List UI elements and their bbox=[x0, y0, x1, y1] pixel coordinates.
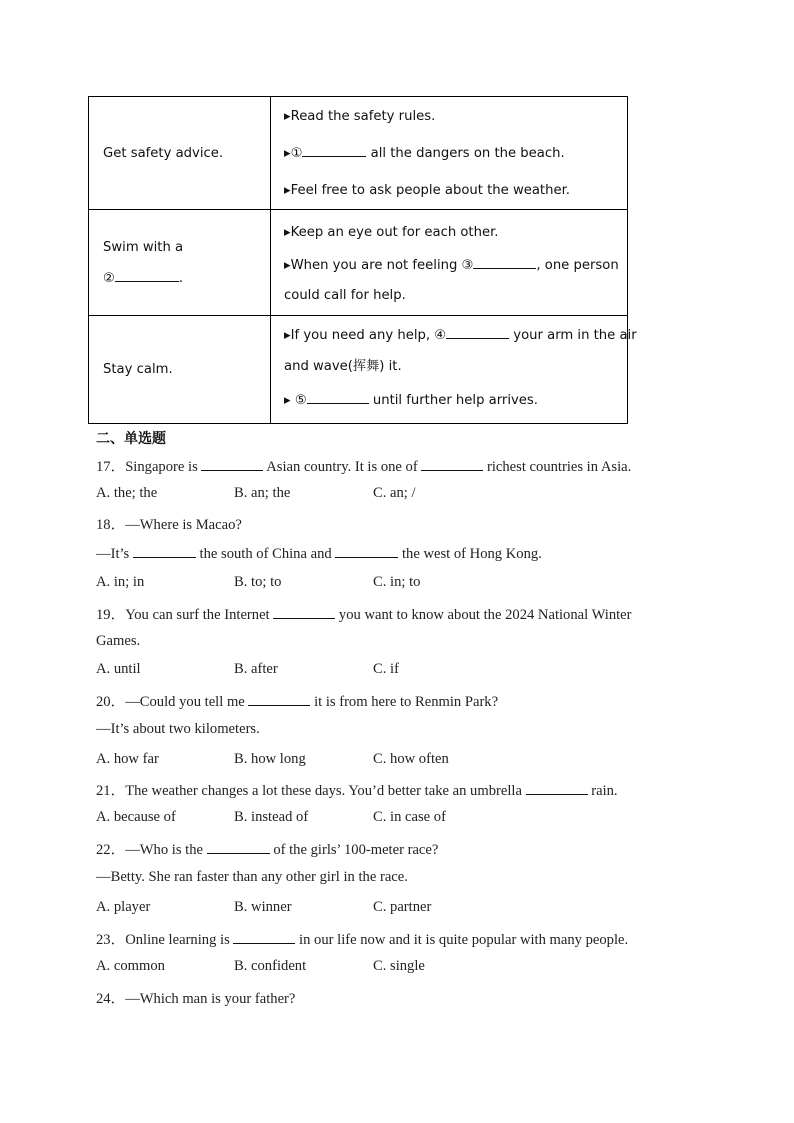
blank-number: ② bbox=[103, 270, 115, 286]
option-b[interactable]: B. instead of bbox=[234, 809, 309, 825]
question-18-line2: —It’s the south of China and the west of Hong Kong. bbox=[96, 546, 542, 562]
table-cell-right: ▸Keep an eye out for each other. ▸When you are not feeling ③ , one person could call for help. bbox=[271, 210, 628, 316]
list-item: Feel free to ask people about the weather. bbox=[290, 182, 570, 198]
list-item: Read the safety rules. bbox=[290, 108, 436, 124]
options-19 bbox=[96, 661, 399, 678]
blank-number: ① bbox=[290, 145, 303, 161]
question-20-line2: —It’s about two kilometers. bbox=[96, 721, 260, 737]
table-cell-right bbox=[271, 97, 628, 210]
cell-text: Swim with a bbox=[103, 239, 184, 255]
answer-blank[interactable] bbox=[248, 693, 310, 706]
marker-icon: ▸ bbox=[284, 108, 291, 124]
safety-table bbox=[88, 96, 637, 424]
options-23 bbox=[96, 958, 425, 975]
option-c[interactable]: C. an; / bbox=[373, 485, 416, 501]
list-item: Keep an eye out for each other. bbox=[290, 224, 499, 240]
option-c[interactable]: C. in; to bbox=[373, 574, 421, 590]
answer-blank[interactable] bbox=[207, 841, 270, 854]
answer-blank[interactable] bbox=[201, 458, 263, 471]
section-title: 二、单选题 bbox=[96, 431, 166, 447]
question-22: 22．—Who is the of the girls’ 100-meter race? bbox=[96, 842, 439, 858]
question-24: 24．—Which man is your father? bbox=[96, 991, 296, 1007]
option-a[interactable]: A. until bbox=[96, 661, 141, 677]
option-c[interactable]: C. in case of bbox=[373, 809, 446, 825]
blank-number: ⑤ bbox=[294, 392, 307, 408]
answer-blank[interactable] bbox=[473, 255, 536, 269]
answer-blank[interactable] bbox=[335, 545, 398, 558]
question-18: 18．—Where is Macao? bbox=[96, 517, 242, 533]
options-18 bbox=[96, 574, 420, 591]
option-b[interactable]: B. winner bbox=[234, 899, 292, 915]
marker-icon: ▸ bbox=[284, 392, 291, 408]
option-c[interactable]: C. partner bbox=[373, 899, 432, 915]
question-21: 21．The weather changes a lot these days. You’d better take an umbrella rain. bbox=[96, 783, 618, 799]
answer-blank[interactable] bbox=[273, 606, 335, 619]
question-19: 19．You can surf the Internet you want to know about the 2024 National Winter bbox=[96, 607, 632, 623]
marker-icon: ▸ bbox=[284, 145, 291, 161]
blank-number: ④ bbox=[434, 327, 447, 343]
option-c[interactable]: C. how often bbox=[373, 751, 449, 767]
answer-blank[interactable] bbox=[526, 782, 588, 795]
option-b[interactable]: B. confident bbox=[234, 958, 307, 974]
marker-icon: ▸ bbox=[284, 182, 291, 198]
option-c[interactable]: C. single bbox=[373, 958, 425, 974]
option-b[interactable]: B. how long bbox=[234, 751, 306, 767]
option-b[interactable]: B. to; to bbox=[234, 574, 282, 590]
option-b[interactable]: B. after bbox=[234, 661, 278, 677]
options-20 bbox=[96, 751, 449, 768]
table-row bbox=[89, 210, 628, 316]
answer-blank[interactable] bbox=[115, 268, 179, 282]
blank-number: ③ bbox=[461, 257, 474, 273]
marker-icon: ▸ bbox=[284, 327, 291, 343]
option-a[interactable]: A. in; in bbox=[96, 574, 145, 590]
answer-blank[interactable] bbox=[421, 458, 483, 471]
option-a[interactable]: A. common bbox=[96, 958, 165, 974]
marker-icon: ▸ bbox=[284, 224, 291, 240]
question-22-line2: —Betty. She ran faster than any other girl in the race. bbox=[96, 869, 408, 885]
options-22 bbox=[96, 899, 431, 916]
question-20: 20．—Could you tell me it is from here to Renmin Park? bbox=[96, 694, 499, 710]
table-row bbox=[89, 316, 628, 424]
answer-blank[interactable] bbox=[446, 325, 509, 339]
options-17 bbox=[96, 485, 416, 502]
option-a[interactable]: A. because of bbox=[96, 809, 176, 825]
question-19-line2: Games. bbox=[96, 633, 141, 649]
option-a[interactable]: A. how far bbox=[96, 751, 159, 767]
table-row bbox=[89, 97, 628, 210]
table-cell-left: Swim with a ② . bbox=[89, 210, 271, 316]
option-c[interactable]: C. if bbox=[373, 661, 399, 677]
list-item: and wave(挥舞) it. bbox=[284, 358, 402, 374]
answer-blank[interactable] bbox=[307, 390, 369, 404]
marker-icon: ▸ bbox=[284, 257, 291, 273]
table-cell-left: Get safety advice. bbox=[89, 97, 271, 210]
option-b[interactable]: B. an; the bbox=[234, 485, 291, 501]
table-cell-right: ▸If you need any help, ④ your arm in the air and wave(挥舞) it. ▸ ⑤ until further help arrives. bbox=[271, 316, 628, 424]
question-17: 17．Singapore is Asian country. It is one of richest countries in Asia. bbox=[96, 459, 632, 475]
answer-blank[interactable] bbox=[302, 143, 366, 157]
list-item: all the dangers on the beach. bbox=[366, 145, 565, 161]
answer-blank[interactable] bbox=[133, 545, 196, 558]
question-23: 23．Online learning is in our life now and it is quite popular with many people. bbox=[96, 932, 629, 948]
options-21 bbox=[96, 809, 446, 826]
option-a[interactable]: A. the; the bbox=[96, 485, 158, 501]
answer-blank[interactable] bbox=[233, 931, 295, 944]
list-item: could call for help. bbox=[284, 287, 406, 303]
table-cell-left: Stay calm. bbox=[89, 316, 271, 424]
option-a[interactable]: A. player bbox=[96, 899, 151, 915]
